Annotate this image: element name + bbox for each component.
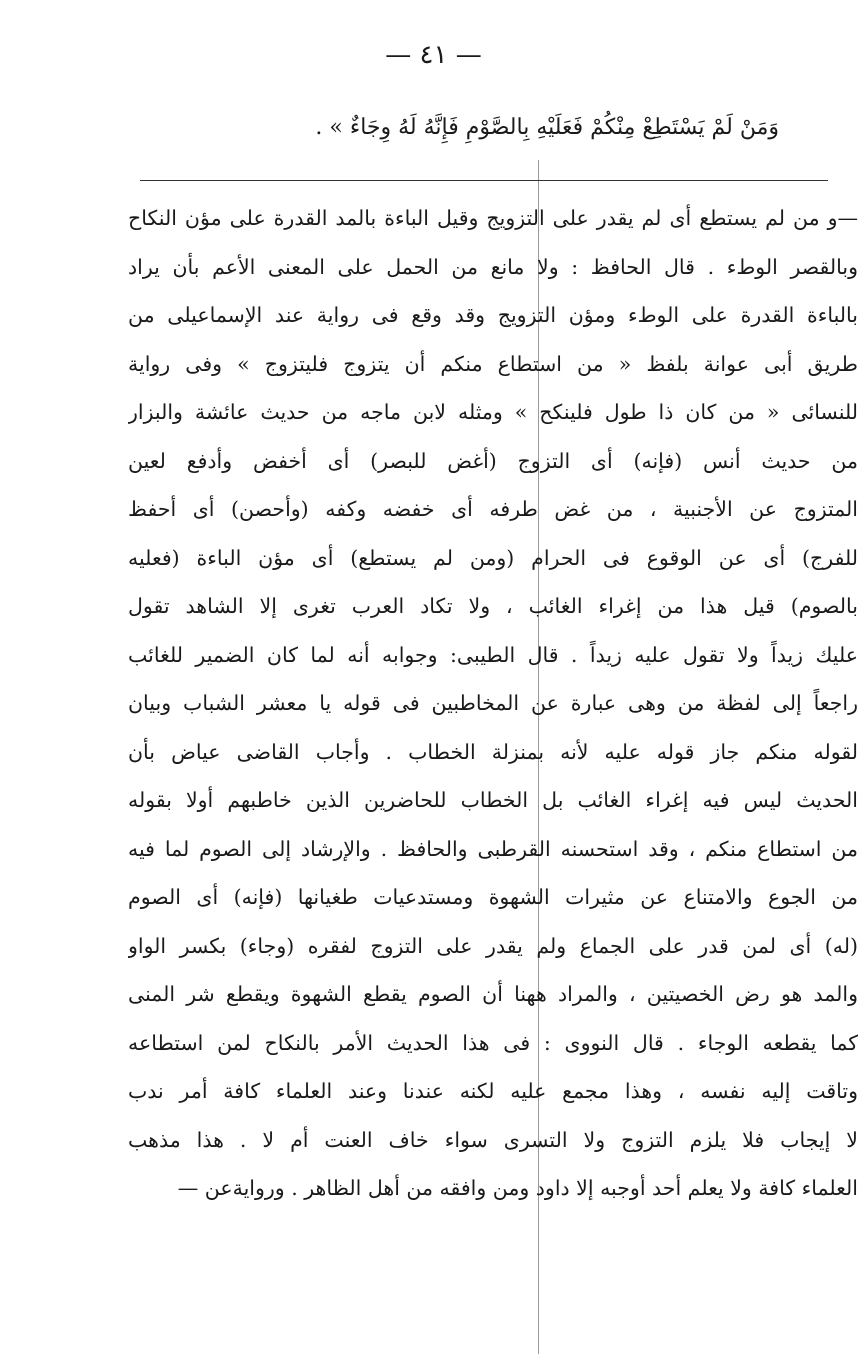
commentary-line: للفرج) أى عن الوقوع فى الحرام (ومن لم يستطع) أى مؤن الباءة (فعليه <box>128 545 858 570</box>
commentary-line: والمد هو رض الخصيتين ، والمراد ههنا أن الصوم يقطع الشهوة ويقطع شر المنى <box>128 982 858 1006</box>
commentary-line: بالباءة القدرة على الوطء ومؤن التزويج وقد وقع فى رواية عند الإسماعيلى من <box>128 303 858 327</box>
separator-rule <box>140 180 828 181</box>
commentary-line: الحديث ليس فيه إغراء الغائب بل الخطاب للحاضرين الذين خاطبهم أولا بقوله <box>128 788 858 812</box>
commentary-line: راجعاً إلى لفظة من وهى عبارة عن المخاطبين فى قوله يا معشر الشباب وبيان <box>128 691 858 715</box>
commentary-line: العلماء كافة ولا يعلم أحد أوجبه إلا داود ومن وافقه من أهل الظاهر . وروايةعن — <box>177 1176 858 1200</box>
commentary-line: (له) أى لمن قدر على الجماع ولم يقدر على التزوج لفقره (وجاء) بكسر الواو <box>128 933 858 958</box>
commentary-line: بالصوم) قيل هذا من إغراء الغائب ، ولا تكاد العرب تغرى إلا الشاهد تقول <box>128 594 858 618</box>
hadith-verse: وَمَنْ لَمْ يَسْتَطِعْ مِنْكُمْ فَعَلَيْهِ بِالصَّوْمِ فَإِنَّهُ لَهُ وِجَاءٌ » . <box>315 115 779 140</box>
commentary-line: للنسائى « من كان ذا طول فلينكح » ومثله لابن ماجه من حديث عائشة والبزار <box>128 400 858 424</box>
commentary-line: من استطاع منكم ، وقد استحسنه القرطبى والحافظ . والإرشاد إلى الصوم لما فيه <box>128 836 858 861</box>
commentary-line: لقوله منكم جاز قوله عليه لأنه بمنزلة الخطاب . وأجاب القاضى عياض بأن <box>128 739 858 764</box>
commentary-line: كما يقطعه الوجاء . قال النووى : فى هذا الحديث الأمر بالنكاح لمن استطاعه <box>128 1030 858 1055</box>
commentary-line: وبالقصر الوطء . قال الحافظ : ولا مانع من الحمل على المعنى الأعم بأن يراد <box>128 254 858 279</box>
commentary-line: لا إيجاب فلا يلزم التزوج ولا التسرى سواء خاف العنت أم لا . هذا مذهب <box>128 1127 858 1152</box>
commentary-line: المتزوج عن الأجنبية ، من غض طرفه أى خفضه وكفه (وأحصن) أى أحفظ <box>128 497 858 521</box>
page-number: — ٤١ — <box>385 40 482 70</box>
commentary-text <box>128 194 858 1213</box>
commentary-line: طريق أبى عوانة بلفظ « من استطاع منكم أن يتزوج فليتزوج » وفى رواية <box>128 351 858 376</box>
commentary-line: من الجوع والامتناع عن مثيرات الشهوة ومستدعيات طغيانها (فإنه) أى الصوم <box>128 885 858 909</box>
commentary-line: —و من لم يستطع أى لم يقدر على التزويج وقيل الباءة بالمد القدرة على مؤن النكاح <box>128 206 858 230</box>
commentary-line: من حديث أنس (فإنه) أى التزوج (أغض للبصر) أى أخفض وأدفع لعين <box>128 448 858 473</box>
commentary-line: عليك زيداً ولا تقول عليه زيداً . قال الطيبى: وجوابه أنه لما كان الضمير للغائب <box>128 642 858 667</box>
commentary-line: وتاقت إليه نفسه ، وهذا مجمع عليه لكنه عندنا وعند العلماء كافة أمر ندب <box>128 1079 858 1103</box>
